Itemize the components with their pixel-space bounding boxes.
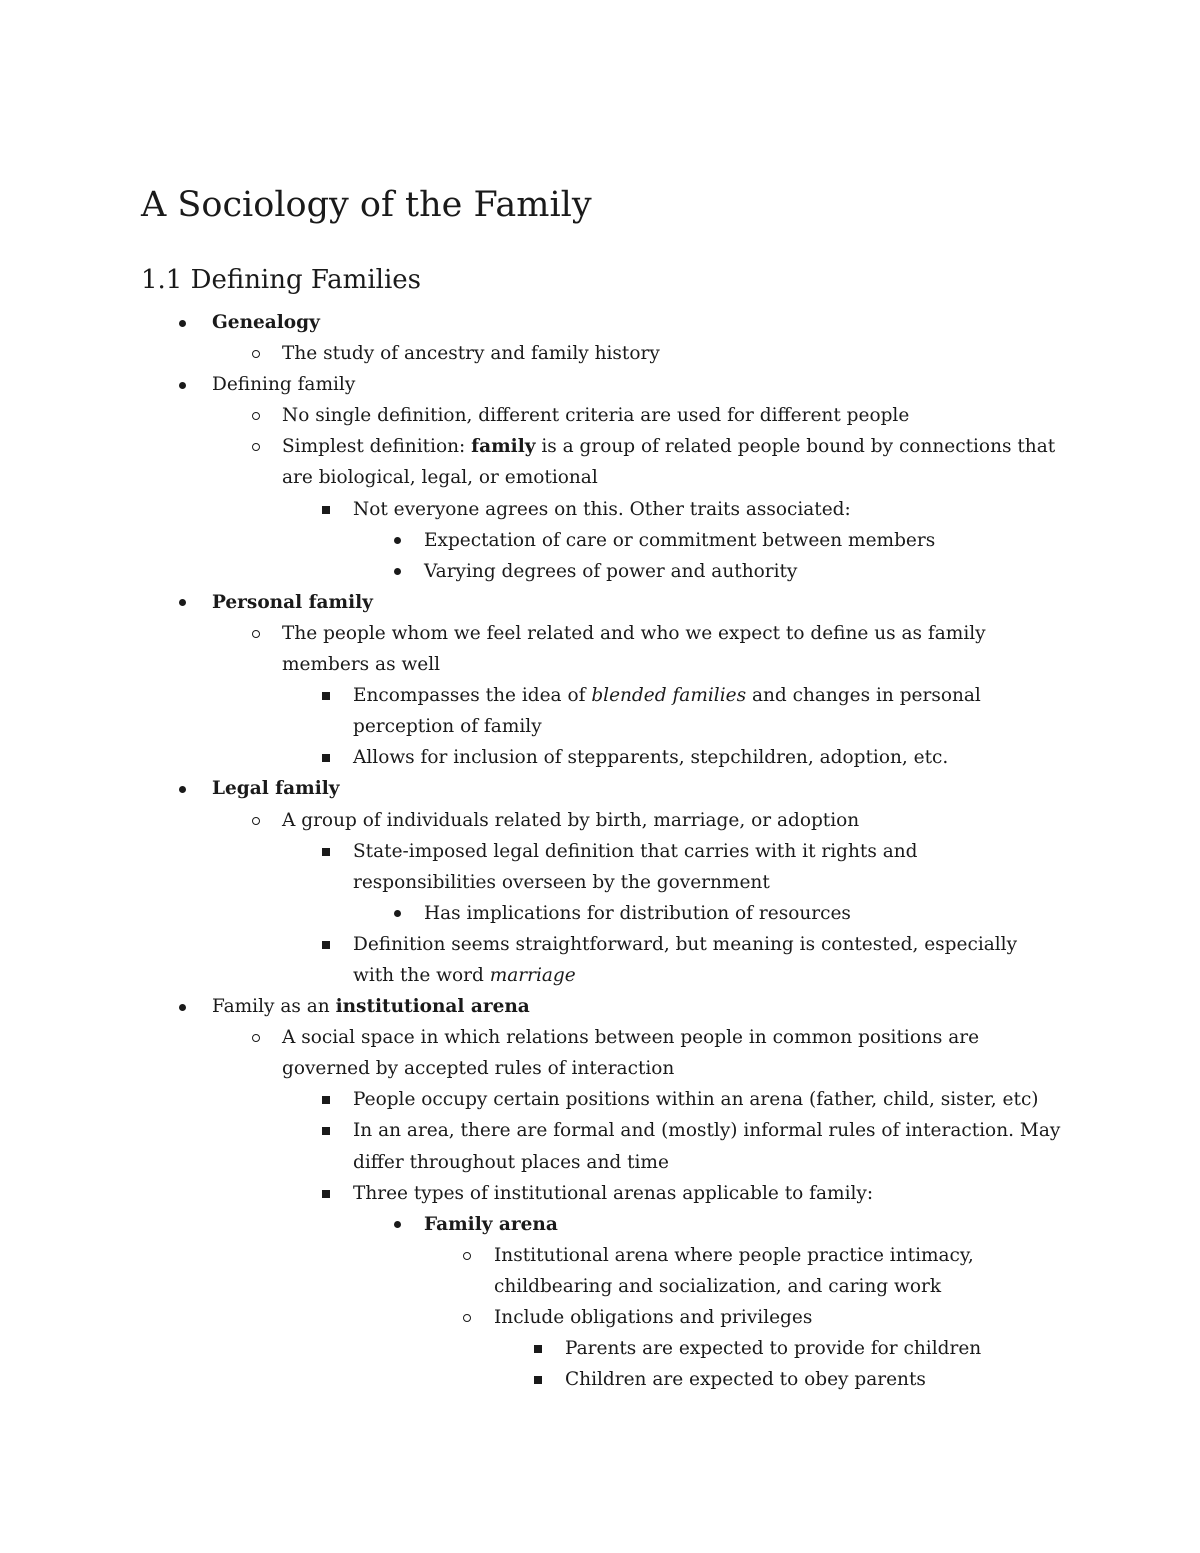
list-item: Parents are expected to provide for children (0, 1333, 1200, 1364)
list-item: No single definition, different criteria are used for different people (0, 400, 1200, 431)
list-item: Has implications for distribution of resources (0, 898, 1200, 929)
bullet-square-icon (531, 1364, 545, 1395)
list-item: State-imposed legal definition that carries with it rights and (0, 836, 1200, 867)
bullet-square-icon (319, 1115, 333, 1146)
list-item: Include obligations and privileges (0, 1302, 1200, 1333)
list-item-continuation: perception of family (353, 716, 542, 738)
list-item: Institutional arena where people practice intimacy, (0, 1240, 1200, 1271)
list-item-continuation: with the word marriage (353, 964, 576, 986)
bullet-square-icon (531, 1333, 545, 1364)
bullet-circle-icon (249, 338, 263, 369)
bullet-disc-icon (390, 556, 404, 587)
bullet-circle-icon (249, 1022, 263, 1053)
document-title: A Sociology of the Family (141, 185, 592, 225)
list-item: A social space in which relations between people in common positions are (0, 1022, 1200, 1053)
list-item: In an area, there are formal and (mostly) informal rules of interaction. May (0, 1115, 1200, 1146)
bullet-circle-icon (249, 400, 263, 431)
list-item: Expectation of care or commitment between members (0, 525, 1200, 556)
list-item: Definition seems straightforward, but meaning is contested, especially (0, 929, 1200, 960)
list-item: A group of individuals related by birth, marriage, or adoption (0, 805, 1200, 836)
bullet-square-icon (319, 1084, 333, 1115)
bullet-disc-icon (175, 773, 189, 804)
list-item: Family as an institutional arena (0, 991, 1200, 1022)
list-item: Children are expected to obey parents (0, 1364, 1200, 1395)
bullet-disc-icon (175, 991, 189, 1022)
list-item: Legal family (0, 773, 1200, 804)
list-item: Not everyone agrees on this. Other traits associated: (0, 494, 1200, 525)
list-item: The people whom we feel related and who we expect to define us as family (0, 618, 1200, 649)
list-item: The study of ancestry and family history (0, 338, 1200, 369)
list-item: Encompasses the idea of blended families and changes in personal (0, 680, 1200, 711)
bullet-disc-icon (175, 587, 189, 618)
bullet-square-icon (319, 680, 333, 711)
bullet-disc-icon (175, 369, 189, 400)
list-item: Varying degrees of power and authority (0, 556, 1200, 587)
outline-list (0, 307, 1200, 1395)
bullet-square-icon (319, 929, 333, 960)
list-item: People occupy certain positions within an arena (father, child, sister, etc) (0, 1084, 1200, 1115)
list-item: Defining family (0, 369, 1200, 400)
section-heading: 1.1 Defining Families (141, 265, 422, 295)
list-item-continuation: are biological, legal, or emotional (282, 467, 598, 489)
list-item: Allows for inclusion of stepparents, stepchildren, adoption, etc. (0, 742, 1200, 773)
list-item: Genealogy (0, 307, 1200, 338)
list-item: Three types of institutional arenas applicable to family: (0, 1178, 1200, 1209)
list-item: Simplest definition: family is a group of related people bound by connections that (0, 431, 1200, 462)
bullet-disc-icon (390, 898, 404, 929)
bullet-circle-icon (460, 1302, 474, 1333)
bullet-circle-icon (460, 1240, 474, 1271)
bullet-square-icon (319, 1178, 333, 1209)
bullet-square-icon (319, 742, 333, 773)
list-item-continuation: members as well (282, 654, 441, 676)
list-item-continuation: differ throughout places and time (353, 1151, 669, 1173)
list-item: Family arena (0, 1209, 1200, 1240)
bullet-square-icon (319, 836, 333, 867)
bullet-circle-icon (249, 431, 263, 462)
list-item-continuation: responsibilities overseen by the government (353, 871, 770, 893)
list-item-continuation: governed by accepted rules of interaction (282, 1058, 675, 1080)
bullet-disc-icon (390, 525, 404, 556)
bullet-disc-icon (390, 1209, 404, 1240)
bullet-square-icon (319, 494, 333, 525)
list-item: Personal family (0, 587, 1200, 618)
bullet-circle-icon (249, 618, 263, 649)
list-item-continuation: childbearing and socialization, and caring work (494, 1275, 942, 1297)
bullet-disc-icon (175, 307, 189, 338)
bullet-circle-icon (249, 805, 263, 836)
